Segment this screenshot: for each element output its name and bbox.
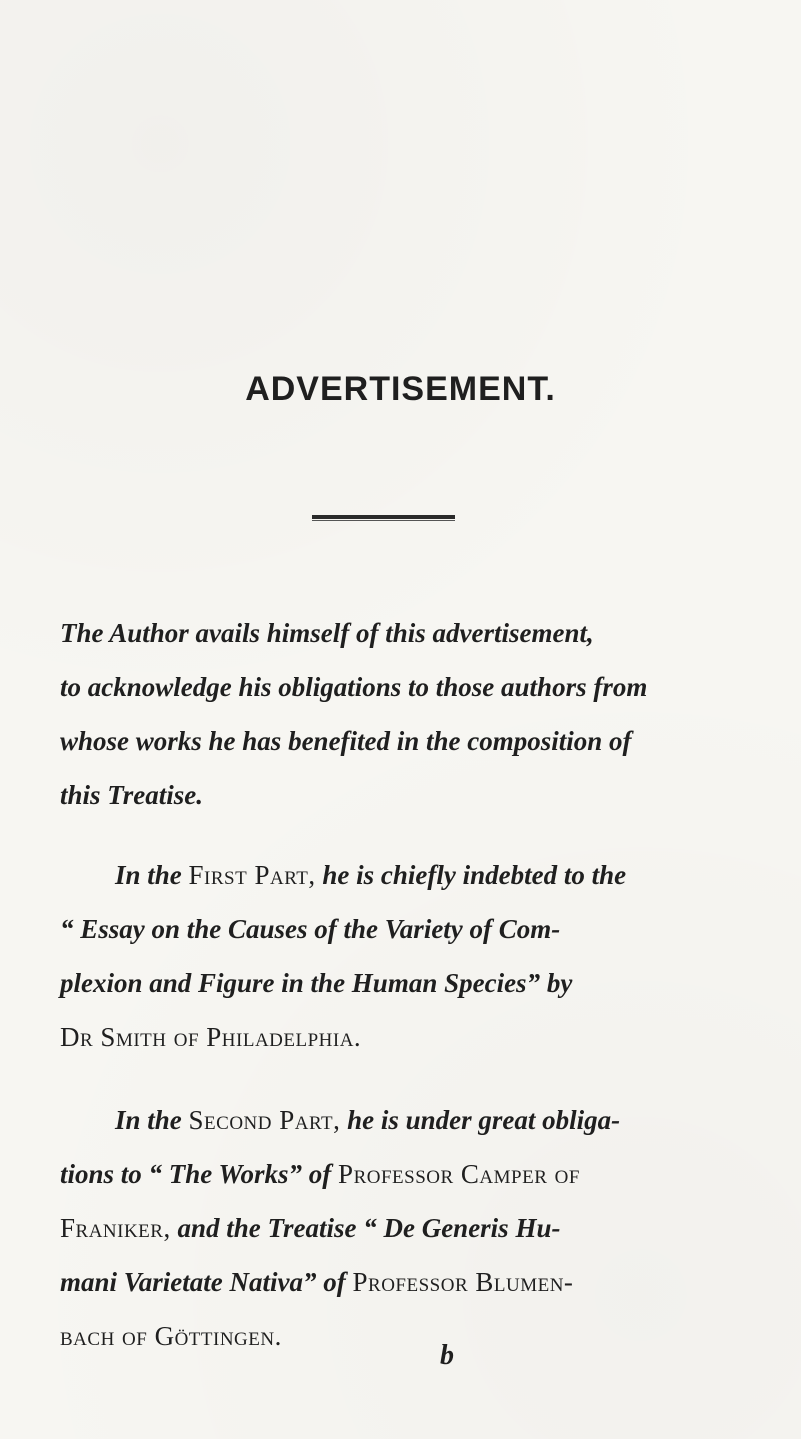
italic-text: plexion and Figure in the Human Species” by [60,968,573,998]
paragraph-line [60,768,760,822]
paragraph-line [60,1201,760,1255]
italic-text: to acknowledge his obligations to those authors from [60,672,648,702]
small-caps-text: Second Part, [188,1105,341,1135]
paragraph-line [60,606,760,660]
italic-text: tions to “ The Works” of [60,1159,339,1189]
paragraph-second-part [60,1093,760,1363]
paragraph-line [60,1010,760,1064]
small-caps-text: bach of Göttingen. [60,1321,282,1351]
italic-text: In the [115,860,189,890]
page-heading: ADVERTISEMENT. [245,370,556,408]
italic-text: mani Varietate Nativa” of [60,1267,353,1297]
small-caps-text: Franiker, [60,1213,171,1243]
italic-text: he is under great obliga- [340,1105,621,1135]
paragraph-line [60,714,760,768]
paragraph-line [60,956,760,1010]
paragraph-line [60,1255,760,1309]
small-caps-text: Professor Camper of [338,1159,580,1189]
paragraph-line [60,848,760,902]
paragraph-acknowledgement [60,606,760,822]
paragraph-line [60,660,760,714]
paragraph-first-part [60,848,760,1064]
rule-thin-line [312,520,455,521]
italic-text: whose works he has benefited in the composition of [60,726,632,756]
small-caps-text: Professor Blumen- [352,1267,574,1297]
small-caps-text: Dr Smith of Philadelphia. [60,1022,362,1052]
paragraph-line [60,1309,760,1363]
paragraph-line [60,1147,760,1201]
paragraph-line [60,1093,760,1147]
italic-text: The Author avails himself of this advertisement, [60,618,594,648]
italic-text: In the [115,1105,189,1135]
paragraph-line [60,902,760,956]
small-caps-text: First Part, [188,860,316,890]
signature-mark: b [440,1340,454,1371]
italic-text: this Treatise. [60,780,204,810]
italic-text: and the Treatise “ De Generis Hu- [170,1213,561,1243]
italic-text: “ Essay on the Causes of the Variety of Com- [60,914,561,944]
rule-thick-line [312,515,455,519]
italic-text: he is chiefly indebted to the [315,860,627,890]
decorative-rule [312,515,455,522]
